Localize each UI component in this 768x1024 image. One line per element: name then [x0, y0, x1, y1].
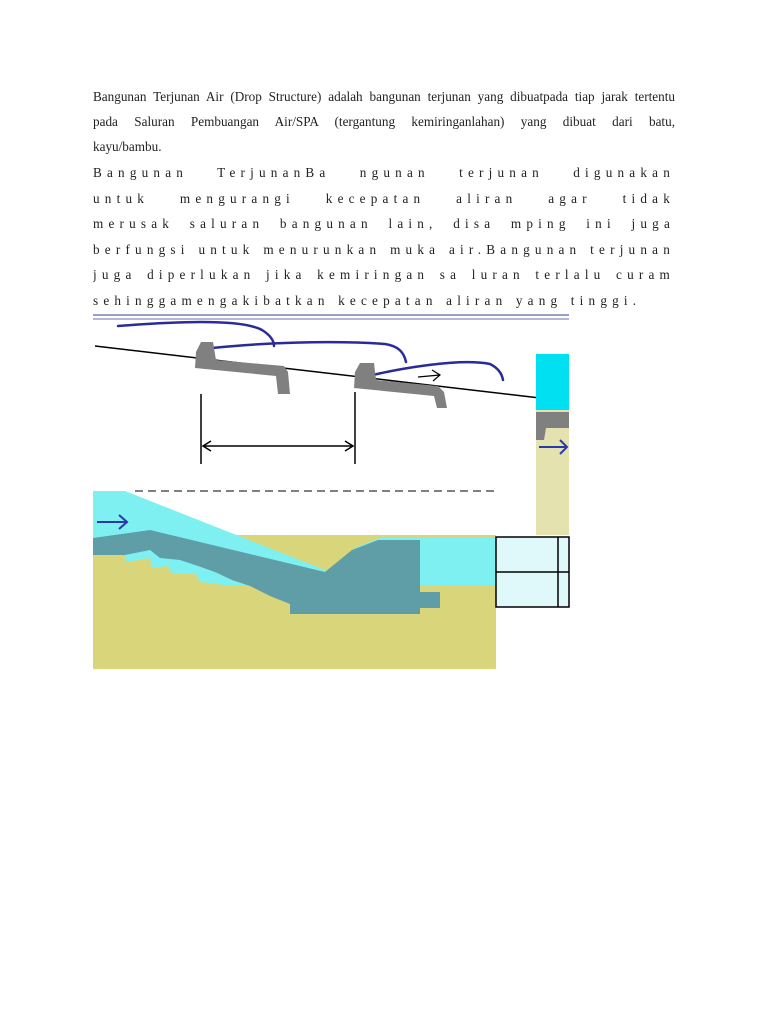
- paragraph1-line: pada Saluran Pembuangan Air/SPA (tergantung kemiringanlahan) yang dibuat dari batu,: [93, 114, 675, 129]
- paragraph2-line: berfungsi untuk menurunkan muka air.Bangunan terjunan: [93, 241, 675, 257]
- paragraph2-line: sehinggamengakibatkan kecepatan aliran yang tinggi.: [93, 292, 642, 308]
- top-rule: [93, 315, 569, 319]
- paragraph1-line: Bangunan Terjunan Air (Drop Structure) adalah bangunan terjunan yang dibuatpada tiap jarak tertentu: [93, 89, 675, 104]
- paragraph1-line: kayu/bambu.: [93, 139, 162, 154]
- paragraph2-line: juga diperlukan jika kemiringan sa luran terlalu curam: [93, 267, 675, 282]
- paragraph2-line: untuk mengurangi kecepatan aliran agar tidak: [93, 190, 675, 206]
- paragraph2-line: Bangunan TerjunanBa ngunan terjunan digunakan: [93, 165, 675, 180]
- slope-line: [95, 346, 540, 398]
- right-section: [536, 354, 569, 535]
- cross-section: [93, 491, 496, 669]
- grid-box: [496, 537, 569, 607]
- drop-structure-1: [195, 342, 290, 394]
- paragraph2-line: merusak saluran bangunan lain, disa mping ini juga: [93, 216, 675, 231]
- dimension-markers: [201, 392, 355, 464]
- flow-arrow-icon: [418, 370, 440, 381]
